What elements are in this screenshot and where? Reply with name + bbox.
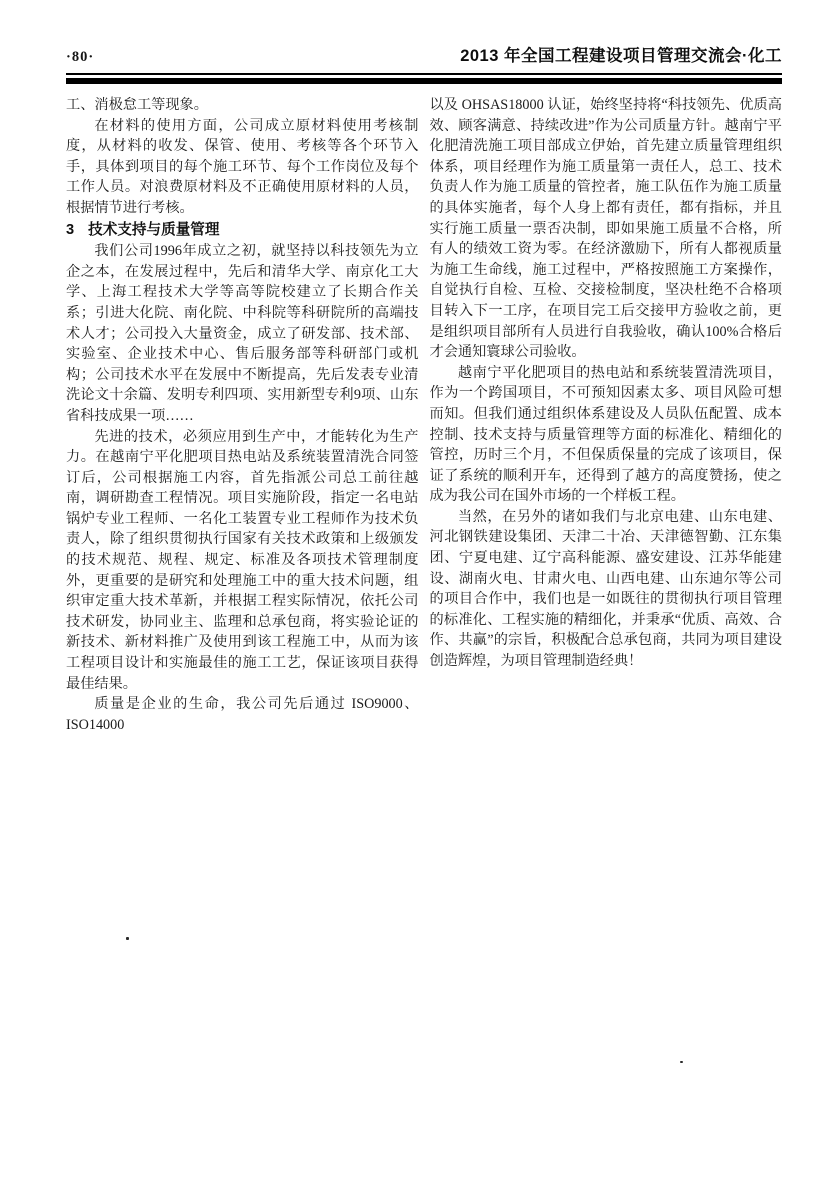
scan-speck xyxy=(126,937,129,940)
paragraph: 我们公司1996年成立之初，就坚持以科技领先为立企之本，在发展过程中，先后和清华大学、南京化工大学、上海工程技术大学等高等院校建立了长期合作关系；引进大化院、南化院、中科院等科研院所的高端技术人才；公司投入大量资金，成立了研发部、技术部、实验室、企业技术中心、售后服务部等科研部门或机构；公司技术水平在发展中不断提高，先后发表专业清洗论文十余篇、发明专利四项、实用新型专利9项、山东省科技成果一项…… xyxy=(66,243,419,424)
paragraph: 先进的技术，必须应用到生产中，才能转化为生产力。在越南宁平化肥项目热电站及系统装置清洗合同签订后，公司根据施工内容，首先指派公司总工前往越南，调研勘查工程情况。项目实施阶段，指定一名电站锅炉专业工程师、一名化工装置专业工程师作为技术负责人，除了组织贯彻执行国家有关技术政策和上级颁发的技术规范、规程、规定、标准及各项技术管理制度外，更重要的是研究和处理施工中的重大技术问题，组织审定重大技术革新，并根据工程实际情况，依托公司技术研发，协同业主、监理和总承包商，将实验论证的新技术、新材料推广及使用到该工程施工中，从而为该工程项目设计和实施最佳的施工工艺，保证该项目获得最佳结果。 xyxy=(66,428,419,692)
paragraph: 越南宁平化肥项目的热电站和系统装置清洗项目，作为一个跨国项目，不可预知因素太多、项目风险可想而知。但我们通过组织体系建设及人员队伍配置、成本控制、技术支持与质量管理等方面的标准化、精细化的管控，历时三个月，不但保质保量的完成了该项目，保证了系统的顺利开车，还得到了越方的高度赞扬，使之成为我公司在国外市场的一个样板工程。 xyxy=(429,364,782,505)
page-number: ·80· xyxy=(66,49,95,65)
section-heading xyxy=(66,220,419,241)
paragraph: 当然，在另外的诸如我们与北京电建、山东电建、河北钢铁建设集团、天津二十冶、天津德智勤、江东集团、宁夏电建、辽宁高科能源、盛安建设、江苏华能建设、湖南火电、甘肃火电、山西电建、山东迪尔等公司的项目合作中，我们也是一如既往的贯彻执行项目管理的标准化、工程实施的精细化，并秉承“优质、高效、合作、共赢”的宗旨，积极配合总承包商，共同为项目建设创造辉煌，为项目管理制造经典！ xyxy=(429,508,782,670)
text-columns xyxy=(66,95,782,735)
page-content xyxy=(66,42,782,735)
running-head-title: 2013 年全国工程建设项目管理交流会·化工 xyxy=(460,47,782,65)
section-title: 技术支持与质量管理 xyxy=(88,221,220,238)
paragraph: 以及 OHSAS18000 认证，始终坚持将“科技领先、优质高效、顾客满意、持续改进”作为公司质量方针。越南宁平化肥清洗施工项目部成立伊始，首先建立质量管理组织体系，项目经理作为施工质量第一责任人，总工、技术负责人作为施工质量的管控者，施工队伍作为施工质量的具体实施者，每个人身上都有责任，都有指标，并且实行施工质量一票否决制，即如果施工质量不合格，所有人的绩效工资为零。在经济激励下，所有人都视质量为施工生命线，施工过程中，严格按照施工方案操作，自觉执行自检、互检、交接检制度，坚决杜绝不合格项目转入下一工序，在项目完工后交接甲方验收之前，更是组织项目部所有人员进行自我验收，确认100%合格后才会通知寰球公司验收。 xyxy=(429,97,782,361)
header-rule-thin xyxy=(66,73,782,75)
page-header xyxy=(66,42,782,66)
paragraph: 在材料的使用方面，公司成立原材料使用考核制度，从材料的收发、保管、使用、考核等各个环节入手，具体到项目的每个施工环节、每个工作岗位及每个工作人员。对浪费原材料及不正确使用原材料的人员，根据情节进行考核。 xyxy=(66,117,419,216)
header-rule-thick xyxy=(66,78,782,84)
left-column xyxy=(66,95,419,735)
section-number: 3 xyxy=(66,221,75,238)
right-column xyxy=(430,95,783,735)
paragraph: 工、消极怠工等现象。 xyxy=(66,97,208,113)
scan-speck xyxy=(680,1061,683,1063)
paragraph: 质量是企业的生命，我公司先后通过 ISO9000、ISO14000 xyxy=(66,696,419,733)
